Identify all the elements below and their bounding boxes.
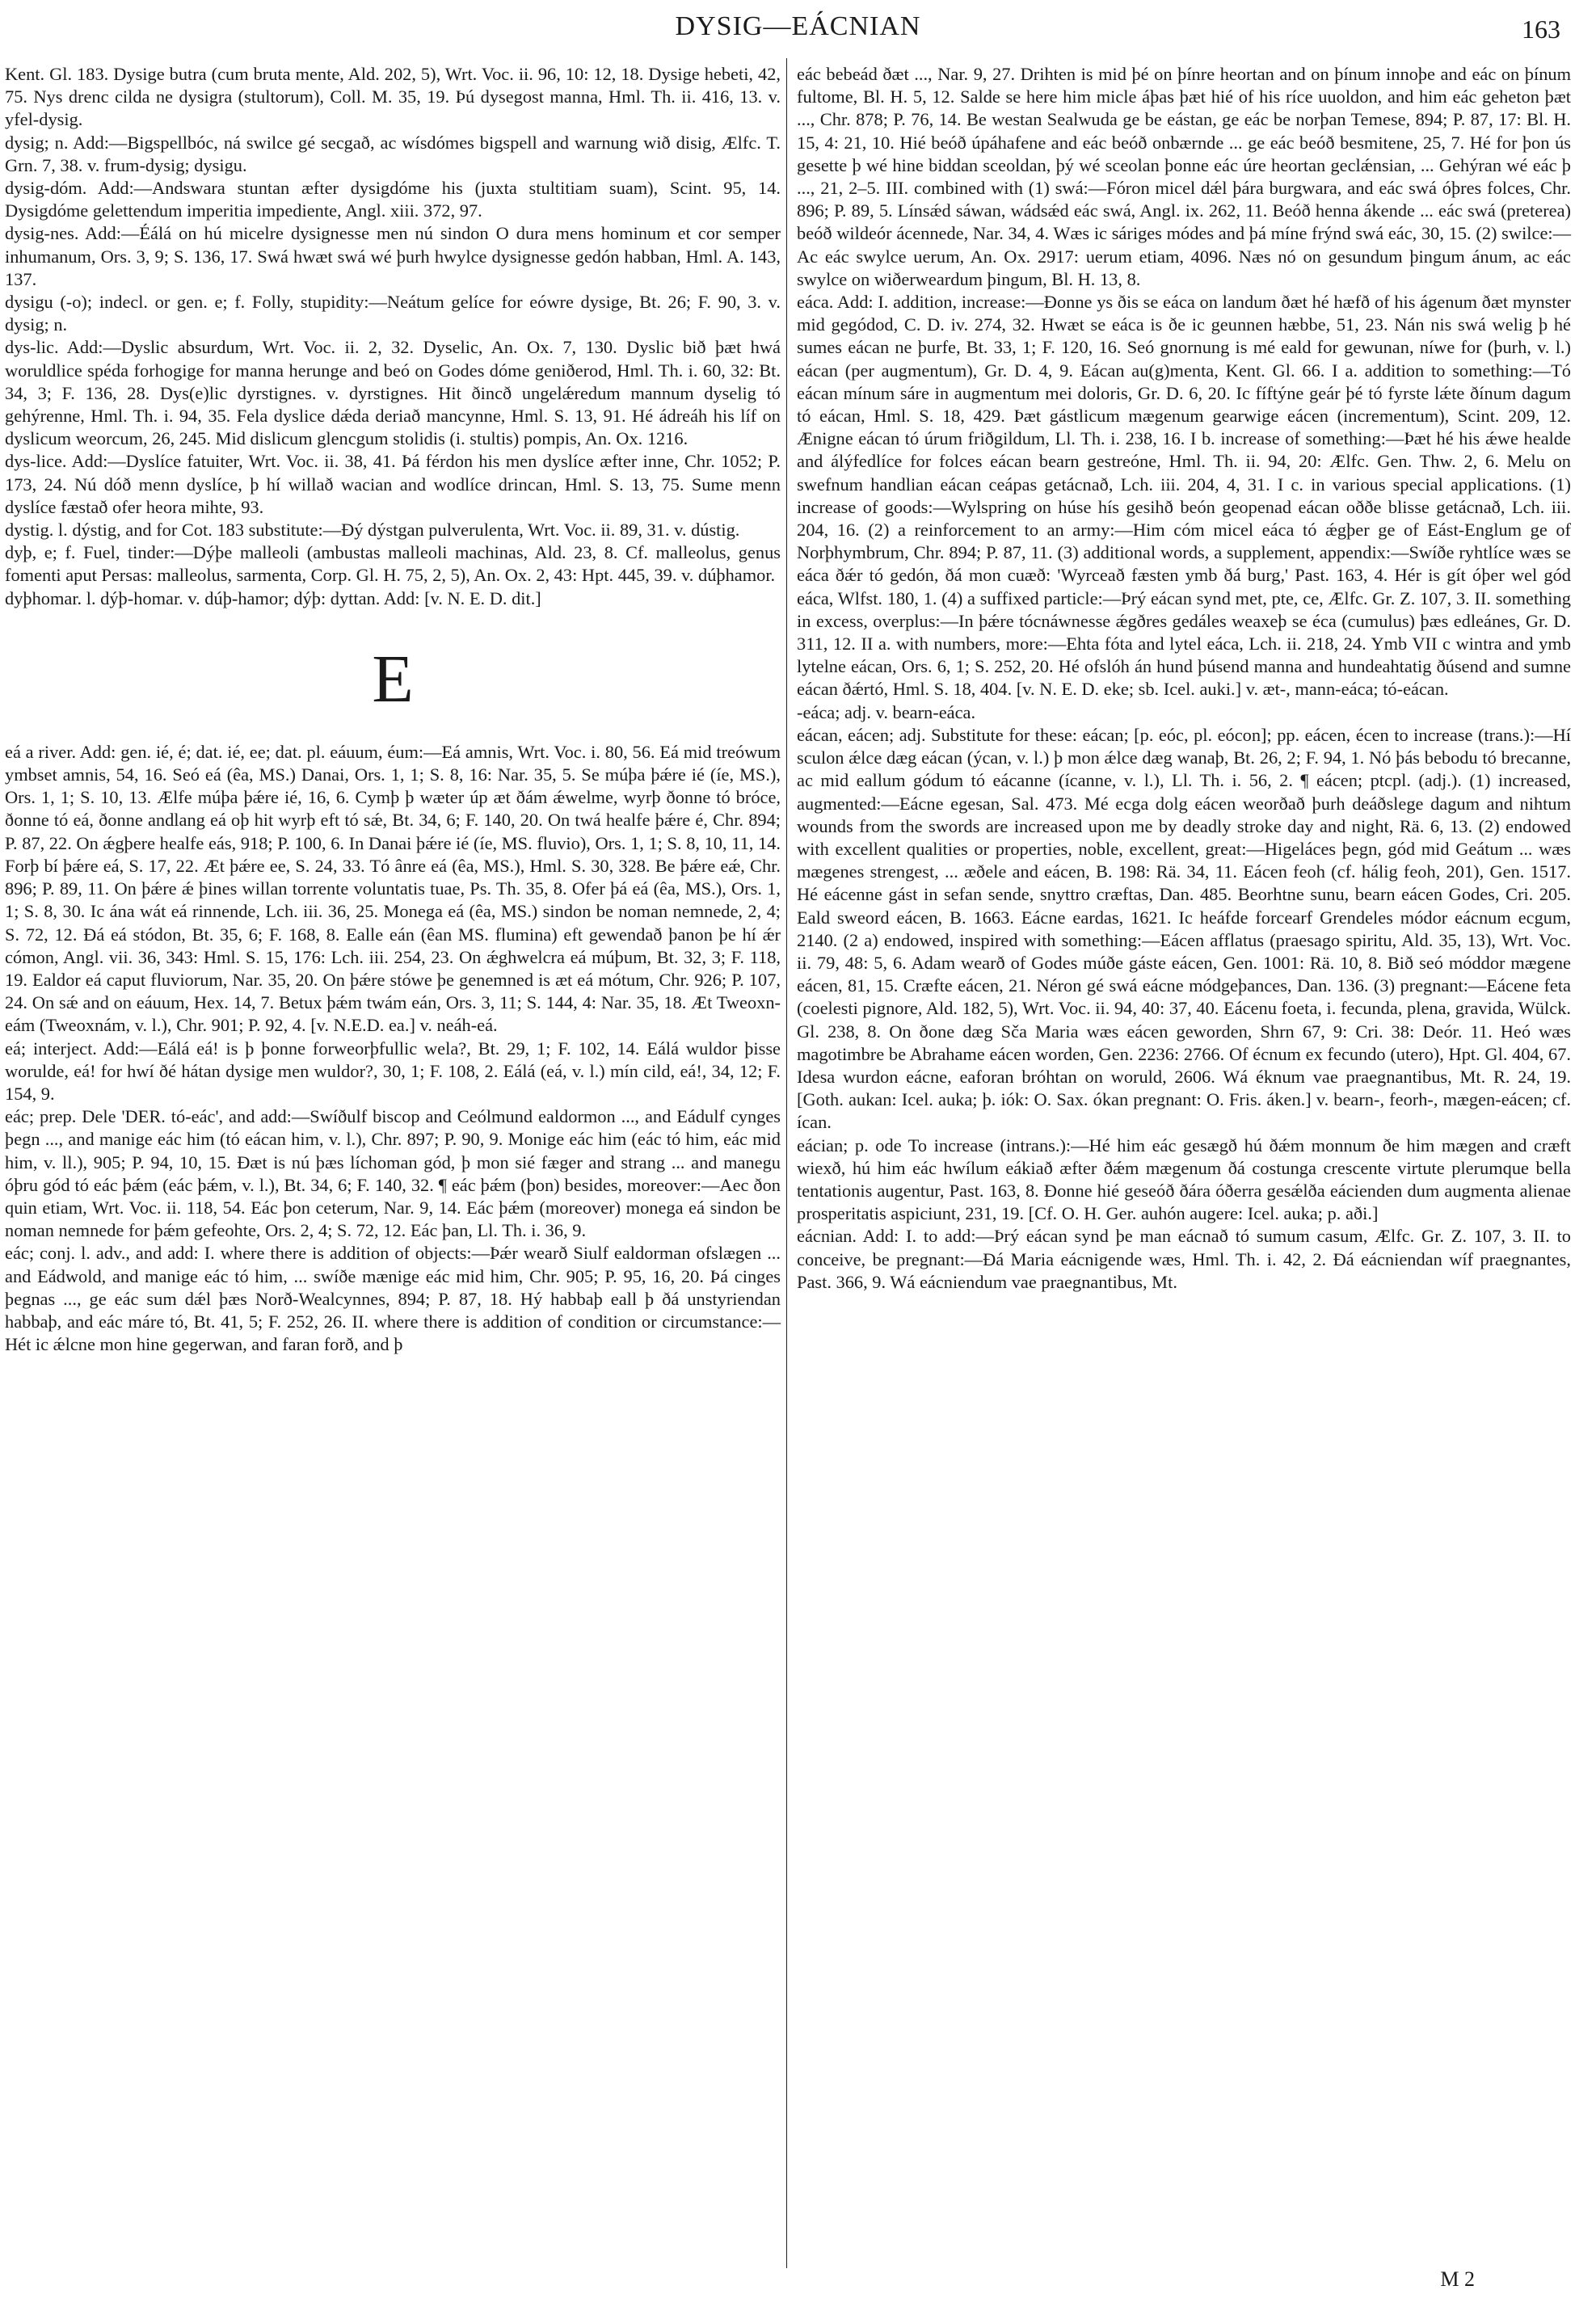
entry-dysig-cont: Kent. Gl. 183. Dysige butra (cum bruta mente, Ald. 202, 5), Wrt. Voc. ii. 96, 10: 12, 18. Dysige hebeti, 42, 75. Nys drenc cilda ne dysigra (stultorum), Coll. M. 35, 19. Þú dysegost manna, Hml. Th. ii. 416, 13. v. yfel-dysig. (5, 64, 781, 130)
entry-dysig-nes: dysig-nes. Add:—Éálá on hú micelre dysignesse men nú sindon O dura mens hominum et cor semper inhumanum, Ors. 3, 9; S. 136, 17. Swá hwæt swá wé þurh hwylce dysignesse gedón habban, Hml. A. 143, 137. (5, 223, 781, 289)
entry-dys-lic: dys-lic. Add:—Dyslic absurdum, Wrt. Voc. ii. 2, 32. Dyselic, An. Ox. 7, 130. Dyslic bið þæt hwá woruldlice spéda forhogige for manna herunge and beó on Godes dóme geniðerod, Hml. Th. i. 60, 32: Bt. 34, 3; F. 136, 28. Dys(e)lic dyrstignes. v. dyrstignes. Hit ðincð ungelǽredum mannum dyselig tó gehýrenne, Hml. Th. i. 94, 35. Fela dyslice dǽda deriað mancynne, Hml. S. 13, 91. Hé ádreáh his líf on dyslicum weorcum, 26, 245. Mid dislicum glencgum stolidis (i. stultis) pompis, An. Ox. 1216. (5, 337, 781, 449)
signature-mark: M 2 (1440, 2267, 1475, 2291)
entry-dysig-noun: dysig; n. Add:—Bigspellbóc, ná swilce gé secgað, ac wísdómes bigspell and warnung wið disig, Ælfc. T. Grn. 7, 38. v. frum-dysig; dysigu. (5, 132, 781, 175)
entry-eac-cont: eác bebeád ðæt ..., Nar. 9, 27. Drihten is mid þé on þínre heortan and on þínum innoþe and eác on þínum fultome, Bl. H. 5, 12. Salde se here him micle áþas þæt hié of his ríce uuoldon, and him eác geheton þæt ..., Chr. 878; P. 76, 14. Be westan Sealwuda ge be eástan, ge eác be norþan Temese, 894; P. 87, 17: Bl. H. 15, 4: 21, 10. Hié beóð úpáhafene and eác beóð onbærnde ... ge eác beóð besmitene, 25, 7. Hé for þon ús gesette þ wé hine biddan sceoldan, þý wé sceolan þonne eác úre heortan geclǽnsian, ... Gehýran wé eác þ ..., 21, 2–5. III. combined with (1) swá:—Fóron micel dǽl þára burgwara, and eác swá óþres folces, Chr. 896; P. 89, 5. Línsǽd sáwan, wádsǽd eác swá, Angl. ix. 262, 11. Beóð henna ákende ... eác swá (preterea) beóð wildeór ácennede, Nar. 34, 4. Wæs ic sáriges módes and þá míne frýnd swá eác, 30, 15. (2) swilce:—Ac eác swylce uerum, An. Ox. 2917: uerum etiam, 4096. Næs nó on gesundum þingum ánum, ac eác swylce on wiðerweardum þingum, Bl. H. 13, 8. (797, 64, 1571, 289)
entry-dyth: dyþ, e; f. Fuel, tinder:—Dýþe malleoli (ambustas malleoli machinas, Ald. 23, 8. Cf. malleolus, genus fomenti aput Persas: malleolus, sarmenta, Corp. Gl. H. 75, 2, 5), An. Ox. 2, 43: Hpt. 445, 39. v. dúþhamor. (5, 542, 781, 586)
entry-eacnian: eácnian. Add: I. to add:—Þrý eácan synd þe man eácnað tó sumum casum, Ælfc. Gr. Z. 107, 3. II. to conceive, be pregnant:—Ðá Maria eácnigende wæs, Hml. Th. i. 42, 2. Ðá eácniendan wíf praegnantes, Past. 366, 9. Wá eácniendum vae praegnantibus, Mt. (797, 1226, 1571, 1292)
page-header (0, 11, 1596, 52)
column-divider (786, 58, 787, 2268)
entry-dysigu: dysigu (-o); indecl. or gen. e; f. Folly, stupidity:—Neátum gelíce for eówre dysige, Bt. 26; F. 90, 3. v. dysig; n. (5, 292, 781, 335)
entry-dys-lice: dys-lice. Add:—Dyslíce fatuiter, Wrt. Voc. ii. 38, 41. Þá férdon his men dyslíce æfter inne, Chr. 1052; P. 173, 24. Nú dóð menn dyslíce, þ hí willað wacian and wodlíce drincan, Hml. S. 13, 75. Sume menn dyslíce fæstað ofer heora mihte, 93. (5, 451, 781, 517)
right-column (797, 63, 1571, 1294)
section-letter: E (372, 641, 414, 717)
entry-eacian: eácian; p. ode To increase (intrans.):—Hé him eác gesægð hú ðǽm monnum ðe him mægen and cræft wiexð, hú him eác hwílum eákiað æfter ðǽm mægenum ðá costunga crescente virtute plerumque bella tentationis augentur, Past. 163, 8. Ðonne hié geseóð ðára óðerra gesǽlða eácienden dum augmenta alienae prosperitatis aspiciunt, 231, 19. [Cf. O. H. Ger. auhón augere: Icel. auka; p. aði.] (797, 1134, 1571, 1224)
entry-eaca-adj: -eáca; adj. v. bearn-eáca. (797, 701, 976, 722)
left-column (5, 63, 781, 1356)
entry-eac-prep: eác; prep. Dele 'DER. tó-eác', and add:—Swíðulf biscop and Ceólmund ealdormon ..., and Eádulf cynges þegn ..., and manige eác him (tó eácan him, v. l.), Chr. 897; P. 90, 9. Monige eác him (eác tó him, eác mid him, v. ll.), 905; P. 94, 10, 15. Ðæt is nú þæs líchoman gód, þ mon sié fæger and strang ... and manegu óþru gód tó eác þǽm (eác þǽm, v. l.), Bt. 34, 6; F. 140, 32. ¶ eác þǽm (þon) besides, moreover:—Aec ðon quin etiam, Wrt. Voc. ii. 118, 54. Eác þon ceterum, Nar. 9, 14. Eác þǽm (moreover) monega eá sindon be noman nemnede for þǽm gefeohte, Ors. 2, 4; S. 72, 12. Eác þan, Ll. Th. i. 36, 9. (5, 1106, 781, 1241)
entry-eaca: eáca. Add: I. addition, increase:—Ðonne ys ðis se eáca on landum ðæt hé hæfð of his ágenum ðæt mynster mid gegódod, C. D. iv. 274, 32. Hwæt se eáca is ðe ic geunnen hæbbe, 51, 23. Nán nis swá welig þ hé sumes eácan ne þurfe, Bt. 33, 1; F. 120, 16. Seó gnornung is mé eald for gewunan, níwe for (þurh, v. l.) eácan (per augmentum), Gr. D. 4, 9. Eácan au(g)menta, Kent. Gl. 66. I a. addition to something:—Tó eácan mínum sáre in augmentum mei doloris, Gr. D. 6, 20. Ic fíftýne geár þé tó fyrste lǽte ðínum dagum tó eácan, Hml. S. 18, 429. Þæt gástlicum mægenum gearwige eácen (incrementum), Scint. 209, 12. Ænigne eácan tó úrum friðgildum, Ll. Th. i. 238, 16. I b. increase of something:—Þæt hé his ǽwe healde and álýfedlíce for folces eácan bearn gestreóne, Hml. Th. ii. 94, 20: Ælfc. Gen. Thw. 2, 6. Melu on swefnum handlian eácan ceápas getácnað, Lch. iii. 204, 4, 31. I c. in various special applications. (1) increase of goods:—Wylspring on húse hís gesihð beón geopenad eácan oððe blisse getácnað, Lch. iii. 204, 16. (2) a reinforcement to an army:—Him cóm micel eáca tó ǽgþer ge of Eást-Englum ge of Norþhymbrum, Chr. 894; P. 87, 11. (3) additional words, a supplement, appendix:—Swíðe ryhtlíce wæs se eáca ðǽr tó gedón, ðá mon cuæð: 'Wyrceað fæsten ymb ðá burg,' Past. 163, 4. Hér is gít óþer wel gód eáca, Wlfst. 180, 1. (4) a suffixed particle:—Þrý eácan synd met, pte, ce, Ælfc. Gr. Z. 107, 3. II. something in excess, overplus:—In þǽre tócnáwnesse ǽgðres gedáles weaxeþ se éca (cumulus) þæs edleánes, Gr. D. 311, 12. II a. with numbers, more:—Ehta fóta and lytel eáca, Lch. ii. 218, 24. Ymb VII c wintra and ymb lytelne eácan, Ors. 6, 1; S. 252, 20. Hé ofslóh án hund þúsend manna and hundeahtatig ðúsend and sumne eácan ðǽrtó, Hml. S. 18, 404. [v. N. E. D. eke; sb. Icel. auki.] v. æt-, mann-eáca; tó-eácan. (797, 292, 1571, 700)
entry-dysig-dom: dysig-dóm. Add:—Andswara stuntan æfter dysigdóme his (juxta stultitiam suam), Scint. 95, 14. Dysigdóme gelettendum imperitia impediente, Angl. xiii. 372, 97. (5, 178, 781, 221)
entry-ea-river: eá a river. Add: gen. ié, é; dat. ié, ee; dat. pl. eáuum, éum:—Eá amnis, Wrt. Voc. i. 80, 56. Eá mid treówum ymbset amnis, 54, 16. Seó eá (êa, MS.) Danai, Ors. 1, 1; S. 8, 16: Nar. 35, 5. Se múþa þǽre ié (íe, MS.), Ors. 1, 1; S. 10, 13. Ælfe múþa þǽre ié, 16, 6. Cymþ þ wæter úp æt ðám ǽwelme, wyrþ ðonne tó bróce, ðonne tó eá, ðonne andlang eá oþ hit wyrþ eft tó sǽ, Bt. 34, 6; F. 140, 20. On twá healfe þǽre é, Chr. 894; P. 87, 22. On ǽgþere healfe eás, 918; P. 100, 6. In Danai þǽre ié (íe, MS. fluvio), Ors. 1, 1; S. 8, 10, 11, 14. Forþ bí þǽre eá, S. 17, 22. Æt þǽre ee, S. 24, 33. Tó ânre eá (êa, MS.), Hml. S. 30, 328. Be þǽre eǽ, Chr. 896; P. 89, 11. On þǽre ǽ þines willan torrente voluntatis tuae, Ps. Th. 35, 8. Ofer þá eá (êa, MS.), Ors. 1, 1; S. 8, 30. Ic ána wát eá rinnende, Lch. iii. 36, 25. Monega eá (êa, MS.) sindon be noman nemnede, 2, 4; S. 72, 12. Ðá eá stódon, Bt. 35, 6; F. 168, 8. Ealle eán (êan MS. flumina) eft gewendað þanon þe hí ǽr cómon, Angl. vii. 36, 343: Hml. S. 15, 176: Lch. iii. 254, 23. On ǽghwelcra eá múþum, Bt. 32, 3; F. 118, 19. Ealdor eá caput fluviorum, Nar. 35, 20. On þǽre stówe þe genemned is æt eá mótum, Chr. 926; P. 107, 24. On sǽ and on eáuum, Hex. 14, 7. Betux þǽm twám eán, Ors. 3, 11; S. 144, 4: Nar. 35, 18. Æt Tweoxn-eám (Tweoxnám, v. l.), Chr. 901; P. 92, 4. [v. N.E.D. ea.] v. neáh-eá. (5, 741, 781, 1036)
entry-eacan-eacen: eácan, eácen; adj. Substitute for these: eácan; [p. eóc, pl. eócon]; pp. eácen, écen to increase (trans.):—Hí sculon ǽlce dæg eácan (ýcan, v. l.) þ mon ǽlce dæg wanaþ, Bt. 26, 2; F. 94, 1. Nó þás bebodu tó brecanne, ac mid eallum gódum tó eácanne (ícanne, v. l.), Ll. Th. i. 56, 2. ¶ eácen; ptcpl. (adj.). (1) increased, augmented:—Eácne egesan, Sal. 473. Mé ecga dolg eácen weorðað þurh deáðslege dagum and nihtum wounds from the swords are increased upon me by deadly stroke day and night, Rä. 6, 13. (2) endowed with excellent qualities or properties, noble, excellent, great:—Higeláces þegn, gód mid Geátum ... wæs mægenes strengest, ... æðele and eácen, B. 198: Rä. 34, 11. Eácen feoh (cf. hálig feoh, 201), Gen. 1517. Hé eácenne gást in sefan sende, snyttro cræftas, Dan. 485. Beorhtne sunu, bearn eácen Godes, Cri. 205. Eald sweord eácen, B. 1663. Eácne eardas, 1621. Ic heáfde forcearf Grendeles módor eácnum ecgum, 2140. (2 a) endowed, inspired with something:—Eácen afflatus (praesago spiritu, Ald. 35, 13), Wrt. Voc. ii. 79, 48: 5, 6. Adam wearð of Godes múðe gáste eácen, Gen. 1001: Rä. 10, 8. Bið seó móddor mægene eácen, 81, 15. Cræfte eácen, 21. Néron gé swá eácne módgeþances, Dan. 136. (3) pregnant:—Eácene feta (coelesti pignore, Ald. 182, 5), Wrt. Voc. ii. 94, 40: 37, 40. Eácenu foeta, i. fecunda, plena, gravida, Wülck. Gl. 238, 8. On ðone dæg Sča Maria wæs eácen geworden, Shrn 67, 9: Cri. 38: Deór. 11. Heó wæs magotimbre be Abrahame eácen worden, Gen. 2236: 2766. Of écnum ex fecundo (utero), Hpt. Gl. 404, 67. Idesa wurdon eácne, eaforan bróhtan on woruld, 2606. Wá éknum vae praegnantibus, Mt. R. 24, 19. [Goth. aukan: Icel. auka; þ. iók: O. Sax. ókan pregnant: O. Fris. áken.] v. bearn-, feorh-, mægen-eácen; cf. ícan. (797, 724, 1571, 1133)
entry-dythhomar: dyþhomar. l. dýþ-homar. v. dúþ-hamor; dýþ: dyttan. Add: [v. N. E. D. dit.] (5, 587, 541, 608)
entry-dystig: dystig. l. dýstig, and for Cot. 183 substitute:—Ðý dýstgan pulverulenta, Wrt. Voc. ii. 89, 31. v. dústig. (5, 520, 740, 541)
entry-ea-interject: eá; interject. Add:—Eálá eá! is þ þonne forweorþfullic wela?, Bt. 29, 1; F. 102, 14. Eálá wuldor þisse worulde, eá! for hwí ðé hátan dysige men wuldor?, 30, 1; F. 108, 2. Eálá (eá, v. l.) mín cild, eá!, 34, 12; F. 154, 9. (5, 1038, 781, 1104)
running-head: DYSIG—EÁCNIAN (675, 11, 921, 41)
entry-eac-conj: eác; conj. l. adv., and add: I. where there is addition of objects:—Þǽr wearð Siulf ealdorman ofslægen ... and Eádwold, and manige eác tó him, ... swíðe mænige eác mid him, Chr. 905; P. 95, 16, 20. Þá cinges þegnas ..., ge eác sum dǽl þæs Norð-Wealcynnes, 894; P. 87, 18. Hý habbaþ eall þ ðá unstyriendan habbaþ, and eác máre tó, Bt. 41, 5; F. 252, 26. II. where there is addition of condition or circumstance:—Hét ic ǽlcne mon hine gegerwan, and faran forð, and þ (5, 1243, 781, 1355)
page-number: 163 (1522, 15, 1560, 44)
